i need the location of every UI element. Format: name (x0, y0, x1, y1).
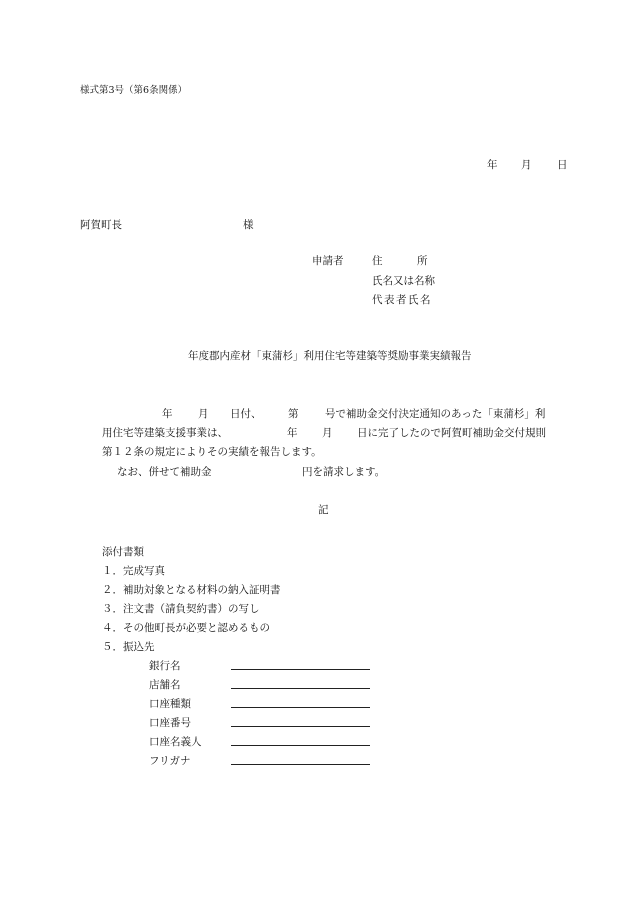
attachment-item: １．完成写真 (102, 565, 165, 577)
body-l2-year: 年 (287, 427, 298, 439)
attachment-item: ５．振込先 (102, 641, 155, 653)
body-l1-rest: 号で補助金交付決定通知のあった「東蒲杉」利 (325, 408, 546, 420)
addressee-honorific: 様 (243, 219, 254, 231)
bank-field-line (231, 707, 370, 708)
applicant-name: 氏名又は名称 (372, 275, 435, 287)
attachment-item: ４．その他町長が必要と認めるもの (102, 622, 270, 634)
document-title: 年度郡内産材「東蒲杉」利用住宅等建築等奨励事業実績報告 (188, 350, 472, 362)
date-month: 月 (521, 159, 532, 171)
applicant-label: 申請者 (312, 255, 344, 267)
body-l2-rest: 日に完了したので阿賀町補助金交付規則 (357, 427, 546, 439)
body-l4-a: なお、併せて補助金 (117, 466, 212, 478)
bank-field-label: 口座番号 (149, 717, 191, 729)
bank-field-line (231, 764, 370, 765)
bank-field-label: 店舗名 (149, 679, 181, 691)
date-year: 年 (487, 159, 498, 171)
addressee-name: 阿賀町長 (80, 219, 122, 231)
body-l4-b: 円を請求します。 (302, 466, 386, 478)
bank-field-line (231, 688, 370, 689)
bank-field-label: 口座名義人 (149, 736, 202, 748)
date-day: 日 (557, 159, 568, 171)
applicant-address-2: 所 (417, 255, 428, 267)
form-label: 様式第3号（第6条関係） (80, 85, 188, 96)
body-l3: 第１２条の規定によりその実績を報告します。 (102, 446, 322, 458)
body-l2-month: 月 (322, 427, 333, 439)
attachments-heading: 添付書類 (102, 546, 144, 558)
body-l2-a: 用住宅等建築支援事業は、 (102, 427, 228, 439)
body-l1-no: 第 (288, 408, 299, 420)
bank-field-line (231, 669, 370, 670)
bank-field-label: 口座種類 (149, 698, 191, 710)
applicant-address-1: 住 (372, 255, 383, 267)
bank-field-label: 銀行名 (149, 660, 181, 672)
body-l1-dated: 日付、 (230, 408, 262, 420)
ki-mark: 記 (318, 504, 329, 516)
attachment-item: ３．注文書（請負契約書）の写し (102, 603, 260, 615)
body-l1-month: 月 (198, 408, 209, 420)
bank-field-line (231, 745, 370, 746)
bank-field-line (231, 726, 370, 727)
bank-field-label: フリガナ (149, 755, 191, 767)
body-l1-year: 年 (162, 408, 173, 420)
attachment-item: ２．補助対象となる材料の納入証明書 (102, 584, 281, 596)
applicant-representative: 代表者氏名 (372, 294, 432, 306)
